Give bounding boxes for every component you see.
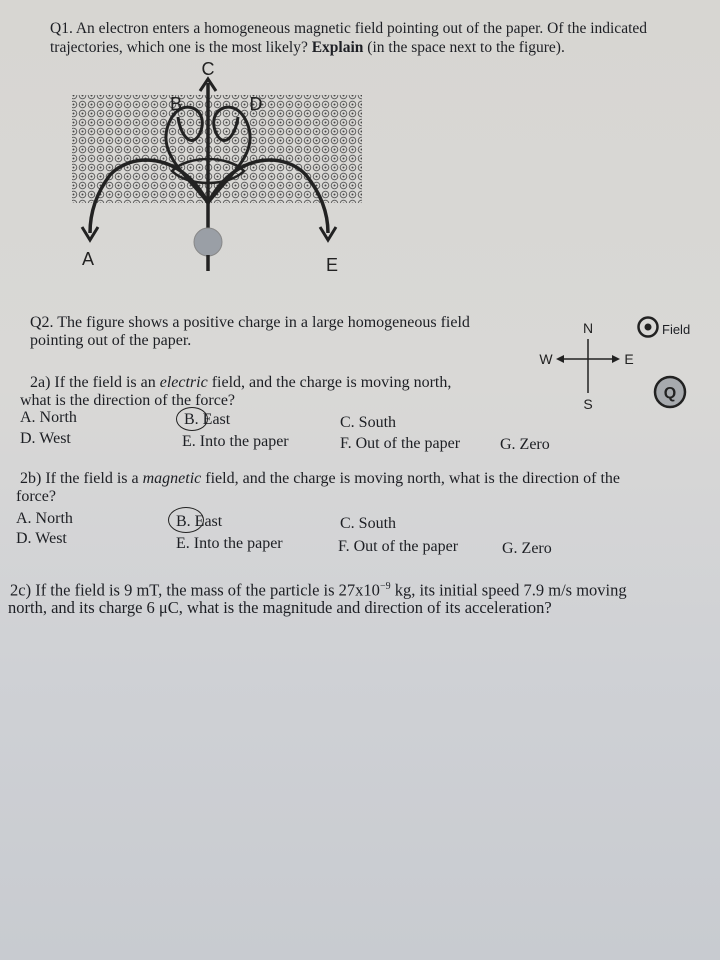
- q2b-option-a[interactable]: A. North: [16, 510, 73, 527]
- q2a-option-e[interactable]: E. Into the paper: [182, 433, 289, 450]
- q2c-line2-prefix: north, and its charge 6: [8, 598, 155, 617]
- q2a-option-d[interactable]: D. West: [20, 430, 71, 447]
- q2b-line1-suffix: field, and the charge is moving north, what is the direction of the: [205, 470, 620, 487]
- q2b-option-c[interactable]: C. South: [340, 515, 397, 532]
- q2b-option-d[interactable]: D. West: [16, 530, 67, 547]
- q2c-line2: [8, 599, 552, 617]
- positive-charge-q: [653, 375, 687, 409]
- q2b-line1-prefix: 2b) If the field is a: [20, 470, 139, 487]
- q2c-line1-suffix: kg, its initial speed 7.9 m/s moving: [394, 580, 627, 600]
- q2a-line1: [30, 374, 451, 392]
- west-arrow-icon: [556, 355, 564, 363]
- q1-line1: Q1. An electron enters a homogeneous magnetic field pointing out of the paper. Of the indicated: [50, 20, 648, 37]
- compass-s: S: [583, 396, 593, 412]
- q2c-exponent: −9: [379, 581, 391, 592]
- label-b: B: [169, 94, 183, 114]
- q2a-option-g[interactable]: G. Zero: [500, 436, 550, 453]
- q1-trajectory-figure: [60, 55, 380, 275]
- q2b-option-g[interactable]: G. Zero: [502, 540, 552, 557]
- charge-label: Q: [663, 385, 677, 402]
- q1-explain-word: Explain: [311, 39, 364, 56]
- q2b-line2: force?: [16, 488, 56, 505]
- q2a-option-f[interactable]: F. Out of the paper: [340, 435, 461, 452]
- compass-n: N: [582, 320, 594, 336]
- compass-w: W: [539, 351, 553, 367]
- q2b-option-b[interactable]: B. East: [176, 513, 223, 530]
- q2-line2: pointing out of the paper.: [30, 332, 192, 349]
- q2b-option-f[interactable]: F. Out of the paper: [338, 538, 459, 555]
- q2b-answer-circle: [168, 507, 204, 533]
- field-out-of-page-icon: [636, 315, 660, 339]
- q1-line2-suffix: (in the space next to the figure).: [367, 39, 565, 56]
- q2-line1: Q2. The figure shows a positive charge in a large homogeneous field: [30, 314, 470, 331]
- label-c: C: [201, 59, 215, 79]
- q2b-magnetic-word: magnetic: [142, 470, 202, 487]
- q2b-option-e[interactable]: E. Into the paper: [176, 535, 283, 552]
- compass-rose: [530, 315, 640, 415]
- label-e: E: [325, 255, 339, 275]
- q1-line2-prefix: trajectories, which one is the most likely?: [50, 39, 308, 56]
- compass-e: E: [624, 351, 634, 367]
- q2c-line1: [10, 578, 627, 600]
- q2a-option-c[interactable]: C. South: [340, 414, 397, 431]
- label-a: A: [81, 249, 95, 269]
- east-arrow-icon: [612, 355, 620, 363]
- q2a-option-a[interactable]: A. North: [20, 409, 77, 426]
- field-label: Field: [662, 322, 691, 337]
- q2a-line1-prefix: 2a) If the field is an: [30, 374, 156, 391]
- electron-sphere: [194, 228, 222, 256]
- q2a-line1-suffix: field, and the charge is moving north,: [211, 374, 452, 391]
- q2a-answer-circle: [176, 407, 208, 431]
- q2a-option-b[interactable]: B. East: [184, 411, 231, 428]
- label-d: D: [249, 94, 263, 114]
- q2b-line1: [20, 470, 620, 488]
- q2a-electric-word: electric: [159, 374, 208, 391]
- q2a-line2: what is the direction of the force?: [20, 392, 236, 409]
- q2c-line1-prefix: 2c) If the field is 9 mT, the mass of the particle is 27x10: [10, 580, 380, 600]
- q2c-line2-rest: μC, what is the magnitude and direction of its acceleration?: [158, 598, 552, 617]
